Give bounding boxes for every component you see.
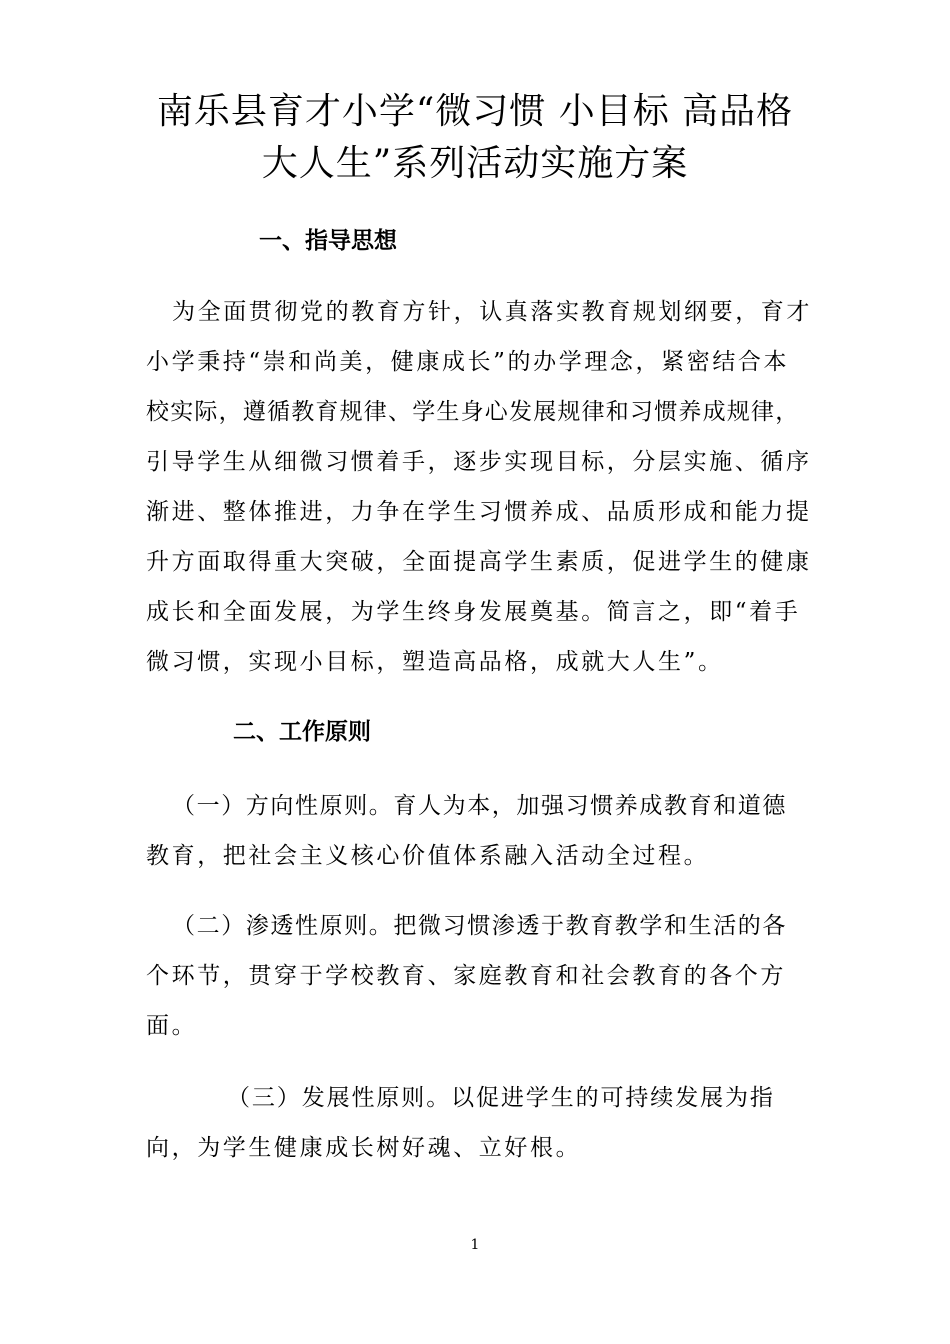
document-title-line-2: 大人生”系列活动实施方案 [261,143,689,184]
paragraph-line: 渐进、整体推进，力争在学生习惯养成、品质形成和能力提 [146,499,812,525]
page-number: 1 [470,1237,480,1253]
paragraph-line: 引导学生从细微习惯着手，逐步实现目标，分层实施、循序 [146,449,812,475]
principle-line: 向，为学生健康成长树好魂、立好根。 [146,1135,582,1161]
paragraph-line: 成长和全面发展，为学生终身发展奠基。简言之，即“着手 [146,599,801,625]
paragraph-line: 微习惯，实现小目标，塑造高品格，成就大人生”。 [146,649,724,675]
principle-line: 个环节，贯穿于学校教育、家庭教育和社会教育的各个方 [146,963,786,989]
section-heading-work-principles: 二、工作原则 [233,719,371,745]
principle-line: （三）发展性原则。以促进学生的可持续发展为指 [227,1085,775,1111]
paragraph-line: 小学秉持“崇和尚美，健康成长”的办学理念，紧密结合本 [146,349,790,375]
paragraph-line: 为全面贯彻党的教育方针，认真落实教育规划纲要，育才 [172,299,812,325]
principle-line: （二）渗透性原则。把微习惯渗透于教育教学和生活的各 [172,913,787,939]
document-title-line-1: 南乐县育才小学“微习惯 小目标 高品格 [156,91,794,132]
principle-line: （一）方向性原则。育人为本，加强习惯养成教育和道德 [172,793,787,819]
paragraph-line: 升方面取得重大突破，全面提高学生素质，促进学生的健康 [146,549,812,575]
paragraph-line: 校实际，遵循教育规律、学生身心发展规律和习惯养成规律， [146,399,800,425]
principle-line: 面。 [146,1013,198,1039]
principle-line: 教育，把社会主义核心价值体系融入活动全过程。 [146,843,710,869]
section-heading-guiding-ideology: 一、指导思想 [259,228,397,254]
